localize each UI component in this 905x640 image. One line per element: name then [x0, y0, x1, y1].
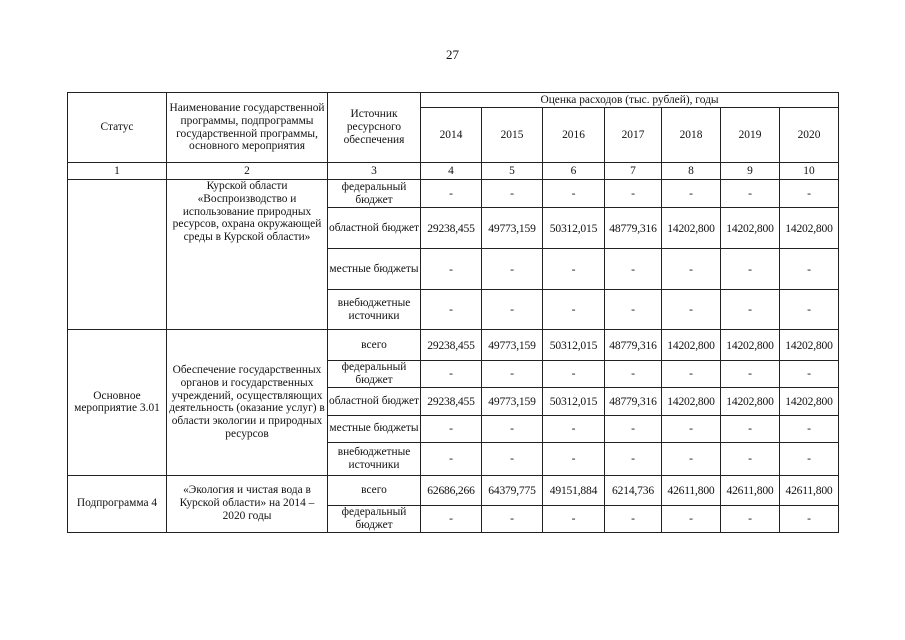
value-cell: - — [605, 180, 662, 208]
value-cell: - — [605, 290, 662, 330]
source-cell: местные бюджеты — [328, 415, 421, 442]
table-row — [68, 475, 839, 505]
value-cell: - — [780, 505, 839, 532]
value-cell: - — [543, 290, 605, 330]
value-cell: 14202,800 — [662, 330, 721, 361]
value-cell: 50312,015 — [543, 208, 605, 249]
value-cell: 14202,800 — [662, 208, 721, 249]
column-number-row — [68, 163, 839, 180]
column-number: 3 — [328, 163, 421, 180]
value-cell: 62686,266 — [421, 475, 482, 505]
value-cell: - — [605, 505, 662, 532]
value-cell: 29238,455 — [421, 387, 482, 415]
value-cell: - — [780, 442, 839, 475]
column-number: 9 — [721, 163, 780, 180]
value-cell: - — [605, 442, 662, 475]
value-cell: 48779,316 — [605, 208, 662, 249]
value-cell: - — [482, 361, 543, 388]
column-number: 1 — [68, 163, 167, 180]
column-number: 7 — [605, 163, 662, 180]
expenses-table — [67, 92, 839, 533]
header-source: Источник ресурсного обеспечения — [328, 93, 421, 163]
header-name: Наименование государственной программы, подпрограммы государственной программы, основного мероприятия — [167, 93, 328, 163]
value-cell: - — [780, 180, 839, 208]
value-cell: 14202,800 — [721, 330, 780, 361]
header-year: 2014 — [421, 108, 482, 163]
status-cell — [68, 180, 167, 330]
value-cell: - — [721, 505, 780, 532]
value-cell: 48779,316 — [605, 387, 662, 415]
value-cell: - — [721, 442, 780, 475]
value-cell: 14202,800 — [780, 330, 839, 361]
value-cell: 42611,800 — [721, 475, 780, 505]
value-cell: - — [482, 290, 543, 330]
source-cell: местные бюджеты — [328, 249, 421, 290]
value-cell: - — [662, 442, 721, 475]
header-year: 2016 — [543, 108, 605, 163]
value-cell: 14202,800 — [780, 208, 839, 249]
value-cell: - — [543, 361, 605, 388]
value-cell: - — [421, 442, 482, 475]
column-number: 2 — [167, 163, 328, 180]
column-number: 4 — [421, 163, 482, 180]
source-cell: внебюджетные источники — [328, 442, 421, 475]
value-cell: - — [482, 415, 543, 442]
value-cell: - — [780, 415, 839, 442]
value-cell: - — [543, 415, 605, 442]
value-cell: 6214,736 — [605, 475, 662, 505]
value-cell: - — [543, 505, 605, 532]
page-number: 27 — [446, 47, 459, 62]
source-cell: всего — [328, 475, 421, 505]
value-cell: 49773,159 — [482, 330, 543, 361]
value-cell: - — [721, 249, 780, 290]
source-cell: федеральный бюджет — [328, 180, 421, 208]
value-cell: - — [780, 249, 839, 290]
value-cell: - — [605, 415, 662, 442]
name-cell: Курской области «Воспроизводство и использование природных ресурсов, охрана окружающей среды в Курской области» — [167, 180, 328, 330]
value-cell: - — [543, 442, 605, 475]
value-cell: 42611,800 — [662, 475, 721, 505]
value-cell: - — [721, 415, 780, 442]
column-number: 6 — [543, 163, 605, 180]
value-cell: - — [662, 180, 721, 208]
value-cell: - — [662, 290, 721, 330]
value-cell: - — [543, 180, 605, 208]
column-number: 8 — [662, 163, 721, 180]
header-status: Статус — [68, 93, 167, 163]
value-cell: - — [482, 442, 543, 475]
value-cell: - — [662, 415, 721, 442]
value-cell: - — [482, 249, 543, 290]
value-cell: - — [605, 361, 662, 388]
value-cell: - — [421, 180, 482, 208]
value-cell: 29238,455 — [421, 208, 482, 249]
value-cell: - — [662, 249, 721, 290]
value-cell: - — [721, 290, 780, 330]
header-year: 2017 — [605, 108, 662, 163]
column-number: 5 — [482, 163, 543, 180]
header-year: 2019 — [721, 108, 780, 163]
value-cell: - — [421, 415, 482, 442]
header-year: 2018 — [662, 108, 721, 163]
value-cell: - — [482, 505, 543, 532]
source-cell: федеральный бюджет — [328, 361, 421, 388]
value-cell: - — [482, 180, 543, 208]
status-cell: Основное мероприятие 3.01 — [68, 330, 167, 476]
value-cell: 50312,015 — [543, 330, 605, 361]
value-cell: - — [780, 290, 839, 330]
value-cell: - — [780, 361, 839, 388]
header-expenses: Оценка расходов (тыс. рублей), годы — [421, 93, 839, 108]
value-cell: 14202,800 — [721, 387, 780, 415]
value-cell: 49151,884 — [543, 475, 605, 505]
value-cell: - — [421, 249, 482, 290]
value-cell: 64379,775 — [482, 475, 543, 505]
value-cell: 14202,800 — [721, 208, 780, 249]
value-cell: - — [421, 505, 482, 532]
value-cell: 29238,455 — [421, 330, 482, 361]
value-cell: 48779,316 — [605, 330, 662, 361]
source-cell: областной бюджет — [328, 387, 421, 415]
header-row-1 — [68, 93, 839, 108]
source-cell: внебюджетные источники — [328, 290, 421, 330]
table-row — [68, 330, 839, 361]
value-cell: - — [421, 361, 482, 388]
value-cell: - — [421, 290, 482, 330]
name-cell: Обеспечение государственных органов и государственных учреждений, осуществляющих деятельность (оказание услуг) в области экологии и природных ресурсов — [167, 330, 328, 476]
value-cell: - — [721, 180, 780, 208]
value-cell: 14202,800 — [662, 387, 721, 415]
value-cell: - — [543, 249, 605, 290]
source-cell: всего — [328, 330, 421, 361]
header-year: 2015 — [482, 108, 543, 163]
value-cell: 49773,159 — [482, 208, 543, 249]
name-cell: «Экология и чистая вода в Курской области» на 2014 – 2020 годы — [167, 475, 328, 532]
value-cell: 50312,015 — [543, 387, 605, 415]
value-cell: 49773,159 — [482, 387, 543, 415]
header-year: 2020 — [780, 108, 839, 163]
column-number: 10 — [780, 163, 839, 180]
value-cell: - — [605, 249, 662, 290]
value-cell: 42611,800 — [780, 475, 839, 505]
value-cell: - — [662, 505, 721, 532]
value-cell: - — [662, 361, 721, 388]
source-cell: федеральный бюджет — [328, 505, 421, 532]
value-cell: - — [721, 361, 780, 388]
source-cell: областной бюджет — [328, 208, 421, 249]
value-cell: 14202,800 — [780, 387, 839, 415]
status-cell: Подпрограмма 4 — [68, 475, 167, 532]
table-row — [68, 180, 839, 208]
